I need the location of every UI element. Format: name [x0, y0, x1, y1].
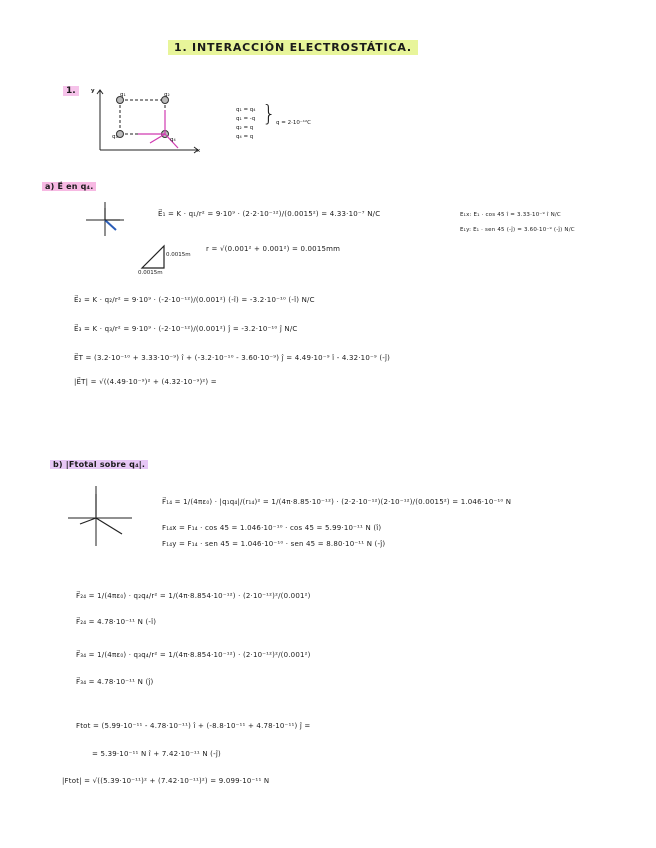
e1x-component: E₁x: E₁ · cos 45 î = 3.33·10⁻⁹ î N/C — [460, 212, 561, 218]
ftot-equation: Ftot = (5.99·10⁻¹¹ - 4.78·10⁻¹¹) î + (-8.8·10⁻¹¹ + 4.78·10⁻¹¹) ĵ = — [76, 722, 311, 730]
part-b-heading: b) |Ftotal sobre q₄|. — [50, 460, 148, 469]
q2-label: q₂ — [164, 92, 170, 98]
e1-equation: E⃗₁ = K · q₁/r² = 9·10⁹ · (2·2·10⁻¹²)/(0.0015²) = 4.33·10⁻⁷ N/C — [158, 210, 381, 218]
problem-number: 1. — [63, 86, 79, 96]
charge-square-diagram — [88, 88, 208, 158]
triangle-base-label: 0.0015m — [138, 270, 163, 276]
r-equation: r = √(0.001² + 0.001²) = 0.0015mm — [206, 245, 341, 253]
charge-line-3: q₂ = q — [236, 125, 254, 131]
f14y-component: F₁₄y = F₁₄ · sen 45 = 1.046·10⁻¹⁰ · sen 45 = 8.80·10⁻¹¹ N (-ĵ) — [162, 540, 386, 548]
f14-equation: F⃗₁₄ = 1/(4πε₀) · |q₁q₄|/(r₁₄)² = 1/(4π·8.85·10⁻¹²) · (2·2·10⁻¹²)(2·10⁻¹²)/(0.0015²) = 1.046·10⁻¹⁰ N — [162, 498, 512, 506]
ftot-components: = 5.39·10⁻¹¹ N î + 7.42·10⁻¹¹ N (-ĵ) — [92, 750, 221, 758]
force-vector-diagram — [66, 484, 136, 554]
e2-equation: E⃗₂ = K · q₂/r² = 9·10⁹ · (-2·10⁻¹²)/(0.001²) (-î) = -3.2·10⁻¹⁰ (-î) N/C — [74, 296, 315, 304]
brace: } — [262, 102, 276, 127]
q3-label: q₃ — [112, 134, 118, 140]
y-axis-label: y — [91, 88, 95, 94]
f14x-component: F₁₄x = F₁₄ · cos 45 = 1.046·10⁻¹⁰ · cos 45 = 5.99·10⁻¹¹ N (î) — [162, 524, 382, 532]
charge-line-2: q₁ = -q — [236, 116, 256, 122]
page-title: 1. INTERACCIÓN ELECTROSTÁTICA. — [168, 40, 418, 55]
charge-value: q = 2·10⁻¹²C — [276, 120, 311, 126]
e1y-component: E₁y: E₁ · sen 45 (-ĵ) = 3.60·10⁻⁹ (-ĵ) N/C — [460, 227, 575, 233]
f24-result: F⃗₂₄ = 4.78·10⁻¹¹ N (-î) — [76, 618, 157, 626]
q4-label: q₄ — [170, 137, 176, 143]
charge-line-1: q₁ = q₄ — [236, 107, 256, 113]
part-a-heading: a) E⃗ en q₄. — [42, 182, 96, 191]
et-equation: E⃗T = (3.2·10⁻¹⁰ + 3.33·10⁻⁹) î + (-3.2·10⁻¹⁰ - 3.60·10⁻⁹) ĵ = 4.49·10⁻⁹ î - 4.32·10⁻⁹ (-ĵ) — [74, 354, 391, 362]
charge-line-4: q₄ = q — [236, 134, 254, 140]
field-vector-diagram — [80, 200, 130, 240]
x-axis-label: x — [197, 148, 201, 154]
et-magnitude: |E⃗T| = √((4.49·10⁻⁹)² + (4.32·10⁻⁹)²) = — [74, 378, 217, 386]
ftot-magnitude: |Ftot| = √((5.39·10⁻¹¹)² + (7.42·10⁻¹¹)²) = 9.099·10⁻¹¹ N — [62, 777, 270, 785]
e3-equation: E⃗₃ = K · q₃/r² = 9·10⁹ · (-2·10⁻¹²)/(0.001²) ĵ = -3.2·10⁻¹⁰ ĵ N/C — [74, 325, 298, 333]
f24-equation: F⃗₂₄ = 1/(4πε₀) · q₂q₄/r² = 1/(4π·8.854·10⁻¹²) · (2·10⁻¹²)²/(0.001²) — [76, 592, 311, 600]
q1-label: q₁ — [120, 92, 126, 98]
triangle-side-label: 0.0015m — [166, 252, 191, 258]
f34-equation: F⃗₃₄ = 1/(4πε₀) · q₃q₄/r² = 1/(4π·8.854·10⁻¹²) · (2·10⁻¹²)²/(0.001²) — [76, 651, 311, 659]
f34-result: F⃗₃₄ = 4.78·10⁻¹¹ N (ĵ) — [76, 678, 154, 686]
